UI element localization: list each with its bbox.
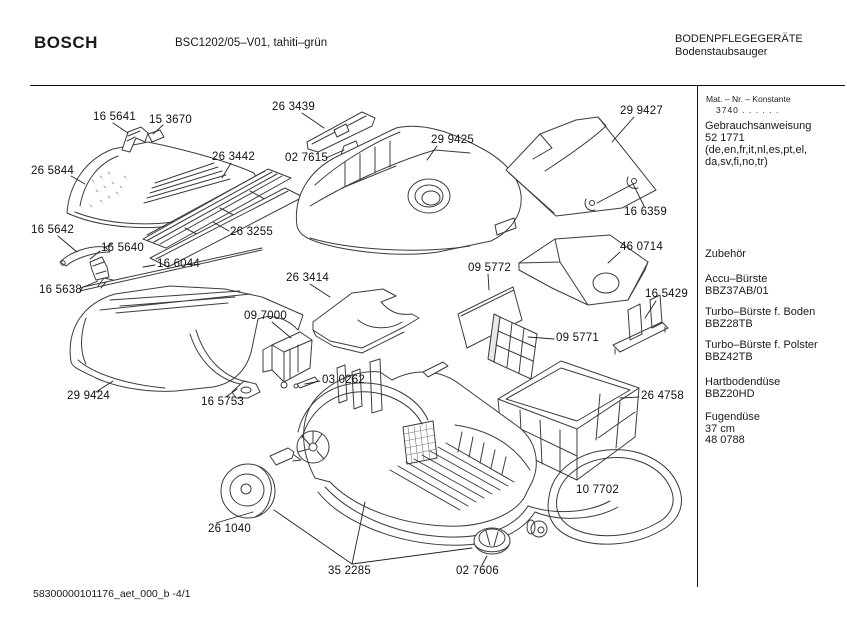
part-label-29-9425: 29 9425 <box>431 134 474 146</box>
part-label-02-7615: 02 7615 <box>285 152 328 164</box>
part-label-29-9427: 29 9427 <box>620 105 663 117</box>
part-label-16-5640: 16 5640 <box>101 242 144 254</box>
part-label-16-5642: 16 5642 <box>31 224 74 236</box>
model-designation: BSC1202/05–V01, tahiti–grün <box>175 37 328 49</box>
drawing-small-roller <box>527 520 547 537</box>
part-label-16-5641: 16 5641 <box>93 111 136 123</box>
part-label-16-5429: 16 5429 <box>645 288 688 300</box>
accessory-number: BBZ28TB <box>705 317 753 330</box>
accessory-name: Hartbodendüse <box>705 376 781 388</box>
part-label-16-6044: 16 6044 <box>157 258 200 270</box>
part-label-29-9424: 29 9424 <box>67 390 110 402</box>
mat-nr-label: Mat. – Nr. – Konstante <box>706 94 791 104</box>
accessories-title: Zubehör <box>705 248 746 260</box>
drawing-filter-holder <box>613 295 668 354</box>
manual-title: Gebrauchsanweisung <box>705 120 812 132</box>
part-label-16-5638: 16 5638 <box>39 284 82 296</box>
drawing-castor-wheel <box>474 528 510 554</box>
part-label-26-3439: 26 3439 <box>272 101 315 113</box>
drawing-small-block <box>270 448 301 465</box>
part-label-09-5771: 09 5771 <box>556 332 599 344</box>
part-label-26-3442: 26 3442 <box>212 151 255 163</box>
part-label-26-3255: 26 3255 <box>230 226 273 238</box>
mat-nr-value: 3740 . . . . . . <box>716 104 780 115</box>
accessory-name: Turbo–Bürste f. Polster <box>705 339 818 351</box>
drawing-lid <box>506 117 656 216</box>
part-label-16-5753: 16 5753 <box>201 396 244 408</box>
subcategory-line: Bodenstaubsauger <box>675 46 768 58</box>
drawing-motor-bracket <box>263 332 312 388</box>
part-label-09-7000: 09 7000 <box>244 310 287 322</box>
drawing-wheel <box>221 464 275 518</box>
drawing-plate <box>313 289 419 353</box>
accessory-number: BBZ42TB <box>705 350 753 363</box>
accessory-name: Turbo–Bürste f. Boden <box>705 306 816 318</box>
part-label-26-1040: 26 1040 <box>208 523 251 535</box>
part-label-15-3670: 15 3670 <box>149 114 192 126</box>
accessory-name: Fugendüse <box>705 411 761 423</box>
part-label-46-0714: 46 0714 <box>620 241 663 253</box>
manual-number: 52 1771 <box>705 132 745 144</box>
drawing-rear-shell <box>70 286 303 391</box>
part-label-02-7606: 02 7606 <box>456 565 499 577</box>
part-label-35-2285: 35 2285 <box>328 565 371 577</box>
part-label-09-5772: 09 5772 <box>468 262 511 274</box>
part-label-26-5844: 26 5844 <box>31 165 74 177</box>
drawing-filter-grid <box>488 314 537 379</box>
accessory-number: BBZ20HD <box>705 387 755 400</box>
manual-languages-1: (de,en,fr,it,nl,es,pt,el, <box>705 144 808 156</box>
part-label-26-4758: 26 4758 <box>641 390 684 402</box>
part-label-03-0262: 03 0262 <box>322 374 365 386</box>
bosch-logo: BOSCH <box>34 33 98 52</box>
accessory-name: Accu–Bürste <box>705 273 768 285</box>
drawing-clip-165640 <box>90 257 109 280</box>
part-label-16-6359: 16 6359 <box>624 206 667 218</box>
accessory-number: BBZ37AB/01 <box>705 284 769 297</box>
accessory-number: 48 0788 <box>705 434 745 446</box>
part-label-10-7702: 10 7702 <box>576 484 619 496</box>
drawing-seal-ring <box>548 450 681 545</box>
manual-languages-2: da,sv,fi,no,tr) <box>705 156 768 168</box>
accessory-size: 37 cm <box>705 422 735 435</box>
document-id: 58300000101176_aet_000_b -4/1 <box>33 588 191 600</box>
category-line: BODENPFLEGEGERÄTE <box>675 33 803 45</box>
part-label-26-3414: 26 3414 <box>286 272 329 284</box>
